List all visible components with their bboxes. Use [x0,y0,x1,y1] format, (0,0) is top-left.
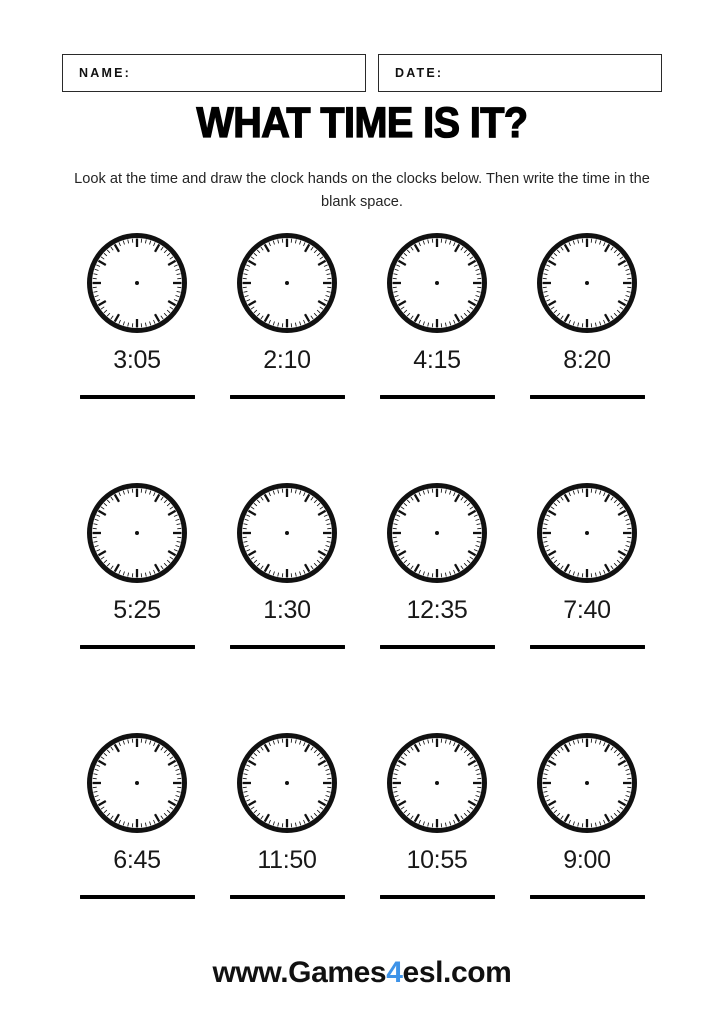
answer-write-line[interactable] [80,645,195,649]
blank-analog-clock-icon [232,478,342,588]
blank-analog-clock-icon [382,478,492,588]
blank-analog-clock-icon [382,728,492,838]
clock-center-dot [585,781,589,785]
footer-suffix: esl.com [402,956,512,989]
time-label: 5:25 [113,596,161,624]
answer-write-line[interactable] [530,645,645,649]
clock-exercise-item [362,728,512,978]
clock-center-dot [135,531,139,535]
clock-exercise-item [212,478,362,728]
clock-exercise-item [212,228,362,478]
clock-exercise-item [512,728,662,978]
answer-write-line[interactable] [80,895,195,899]
answer-write-line[interactable] [230,645,345,649]
time-label: 6:45 [113,846,161,874]
date-field[interactable] [378,54,662,92]
time-label: 1:30 [263,596,311,624]
footer-prefix: www.Games [212,956,387,989]
time-label: 7:40 [563,596,611,624]
clock-center-dot [585,281,589,285]
clock-exercise-item [362,478,512,728]
clock-center-dot [285,781,289,785]
header-fields [62,54,662,92]
answer-write-line[interactable] [80,395,195,399]
blank-analog-clock-icon [82,728,192,838]
answer-write-line[interactable] [230,395,345,399]
clock-center-dot [585,531,589,535]
blank-analog-clock-icon [532,728,642,838]
clock-exercise-item [362,228,512,478]
clock-grid-row [62,228,662,478]
clock-center-dot [435,781,439,785]
clock-exercise-item [212,728,362,978]
time-label: 12:35 [406,596,468,624]
footer-accent-digit: 4 [386,956,403,989]
date-field-label: DATE: [395,66,444,80]
answer-write-line[interactable] [230,895,345,899]
clock-center-dot [435,531,439,535]
time-label: 11:50 [257,846,317,874]
clock-exercise-item [512,478,662,728]
answer-write-line[interactable] [380,645,495,649]
blank-analog-clock-icon [232,728,342,838]
answer-write-line[interactable] [380,395,495,399]
time-label: 2:10 [263,346,311,374]
answer-write-line[interactable] [530,895,645,899]
time-label: 4:15 [413,346,461,374]
name-field-label: NAME: [79,66,131,80]
blank-analog-clock-icon [82,478,192,588]
clock-grid [62,228,662,978]
time-label: 10:55 [406,846,468,874]
time-label: 9:00 [563,846,611,874]
clock-grid-row [62,478,662,728]
instructions-text: Look at the time and draw the clock hands on the clocks below. Then write the time in the blank space. [74,171,650,210]
clock-center-dot [135,281,139,285]
answer-write-line[interactable] [530,395,645,399]
clock-center-dot [285,531,289,535]
clock-exercise-item [62,228,212,478]
blank-analog-clock-icon [382,228,492,338]
answer-write-line[interactable] [380,895,495,899]
clock-exercise-item [62,478,212,728]
clock-exercise-item [512,228,662,478]
blank-analog-clock-icon [232,228,342,338]
clock-center-dot [135,781,139,785]
clock-center-dot [435,281,439,285]
name-field[interactable] [62,54,366,92]
page-title: WHAT TIME IS IT? [196,99,528,147]
clock-center-dot [285,281,289,285]
blank-analog-clock-icon [82,228,192,338]
clock-grid-row [62,728,662,978]
time-label: 8:20 [563,346,611,374]
blank-analog-clock-icon [532,478,642,588]
clock-exercise-item [62,728,212,978]
blank-analog-clock-icon [532,228,642,338]
footer-branding [0,956,724,990]
time-label: 3:05 [113,346,161,374]
